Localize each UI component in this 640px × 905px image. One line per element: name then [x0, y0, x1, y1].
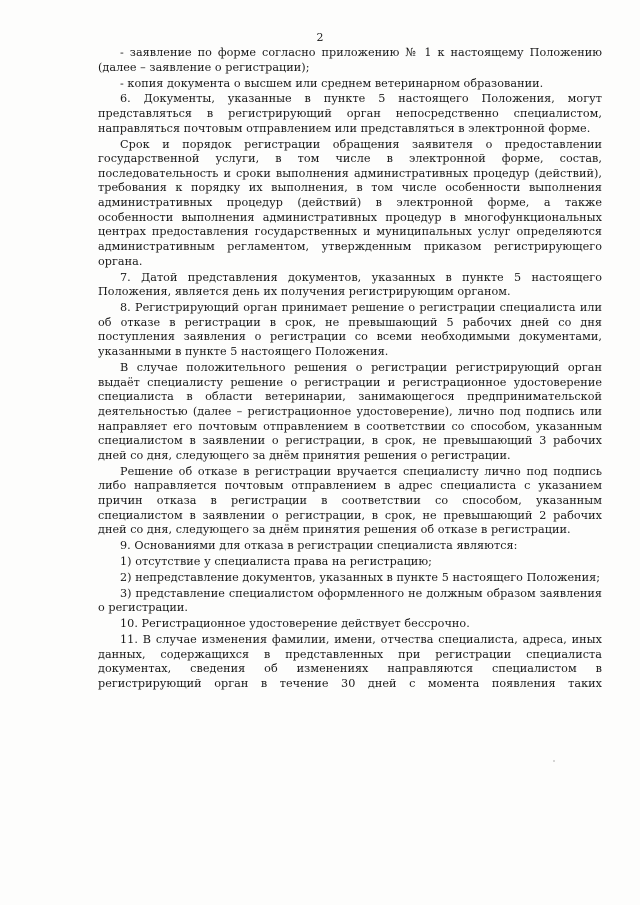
- paragraph-diploma-copy: - копия документа о высшем или среднем ветеринарном образовании.: [120, 76, 544, 90]
- document-body: [98, 46, 602, 693]
- paragraph-item-10: 10. Регистрационное удостоверение действует бессрочно.: [120, 617, 470, 631]
- paragraph-item-7: 7. Датой представления документов, указанных в пункте 5 настоящего Положения, является день их получения регистрирующим органом.: [98, 270, 602, 299]
- paragraph-refusal-decision: Решение об отказе в регистрации вручается специалисту лично под подпись либо направляется почтовым отправлением в адрес специалиста с указанием причин отказа в регистрации в соответствии со способом, указанным специалистом в заявлении о регистрации, в срок, не превышающий 2 рабочих дней со дня, следующего за днём принятия решения об отказе в регистрации.: [98, 464, 602, 537]
- paragraph-item-8: 8. Регистрирующий орган принимает решение о регистрации специалиста или об отказе в регистрации в срок, не превышающий 5 рабочих дней со дня поступления заявления о регистрации со всеми необходимыми документами, указанными в пункте 5 настоящего Положения.: [98, 301, 602, 359]
- paragraph-procedure-terms: Срок и порядок регистрации обращения заявителя о предоставлении государственной услуги, в том числе в электронной форме, состав, последовательность и сроки выполнения административных процедур (действий), требования к порядку их выполнения, в том числе особенности выполнения административных процедур (действий) в электронной форме, а также особенности выполнения административных процедур в многофункциональных центрах предоставления государственных и муниципальных услуг определяются административным регламентом, утвержденным приказом регистрирующего органа.: [98, 137, 602, 268]
- paragraph-item-9: 9. Основаниями для отказа в регистрации специалиста являются:: [120, 539, 518, 553]
- page-number: 2: [316, 31, 324, 44]
- paragraph-application-form: - заявление по форме согласно приложению № 1 к настоящему Положению (далее – заявление о регистрации);: [98, 46, 602, 74]
- scan-speck: [553, 760, 555, 762]
- paragraph-positive-decision: В случае положительного решения о регистрации регистрирующий орган выдаёт специалисту решение о регистрации и регистрационное удостоверение специалиста в области ветеринарии, занимающегося предпринимательской деятельностью (далее – регистрационное удостоверение), лично под подпись или направляет его почтовым отправлением в соответствии со способом, указанным специалистом в заявлении о регистрации, в срок, не превышающий 3 рабочих дней со дня, следующего за днём принятия решения о регистрации.: [98, 360, 602, 462]
- paragraph-item-11: 11. В случае изменения фамилии, имени, отчества специалиста, адреса, иных данных, содержащихся в представленных при регистрации специалиста документах, сведения об изменениях направляются специалистом в регистрирующий орган в течение 30 дней с момента появления таких: [98, 633, 602, 690]
- paragraph-ground-1: 1) отсутствие у специалиста права на регистрацию;: [120, 555, 432, 568]
- paragraph-ground-2: 2) непредставление документов, указанных в пункте 5 настоящего Положения;: [120, 570, 601, 584]
- paragraph-ground-3: 3) представление специалистом оформленного не должным образом заявления о регистрации.: [98, 586, 602, 615]
- paragraph-item-6: 6. Документы, указанные в пункте 5 настоящего Положения, могут представляться в регистрирующий орган непосредственно специалистом, направляться почтовым отправлением или представляться в электронной форме.: [98, 92, 602, 135]
